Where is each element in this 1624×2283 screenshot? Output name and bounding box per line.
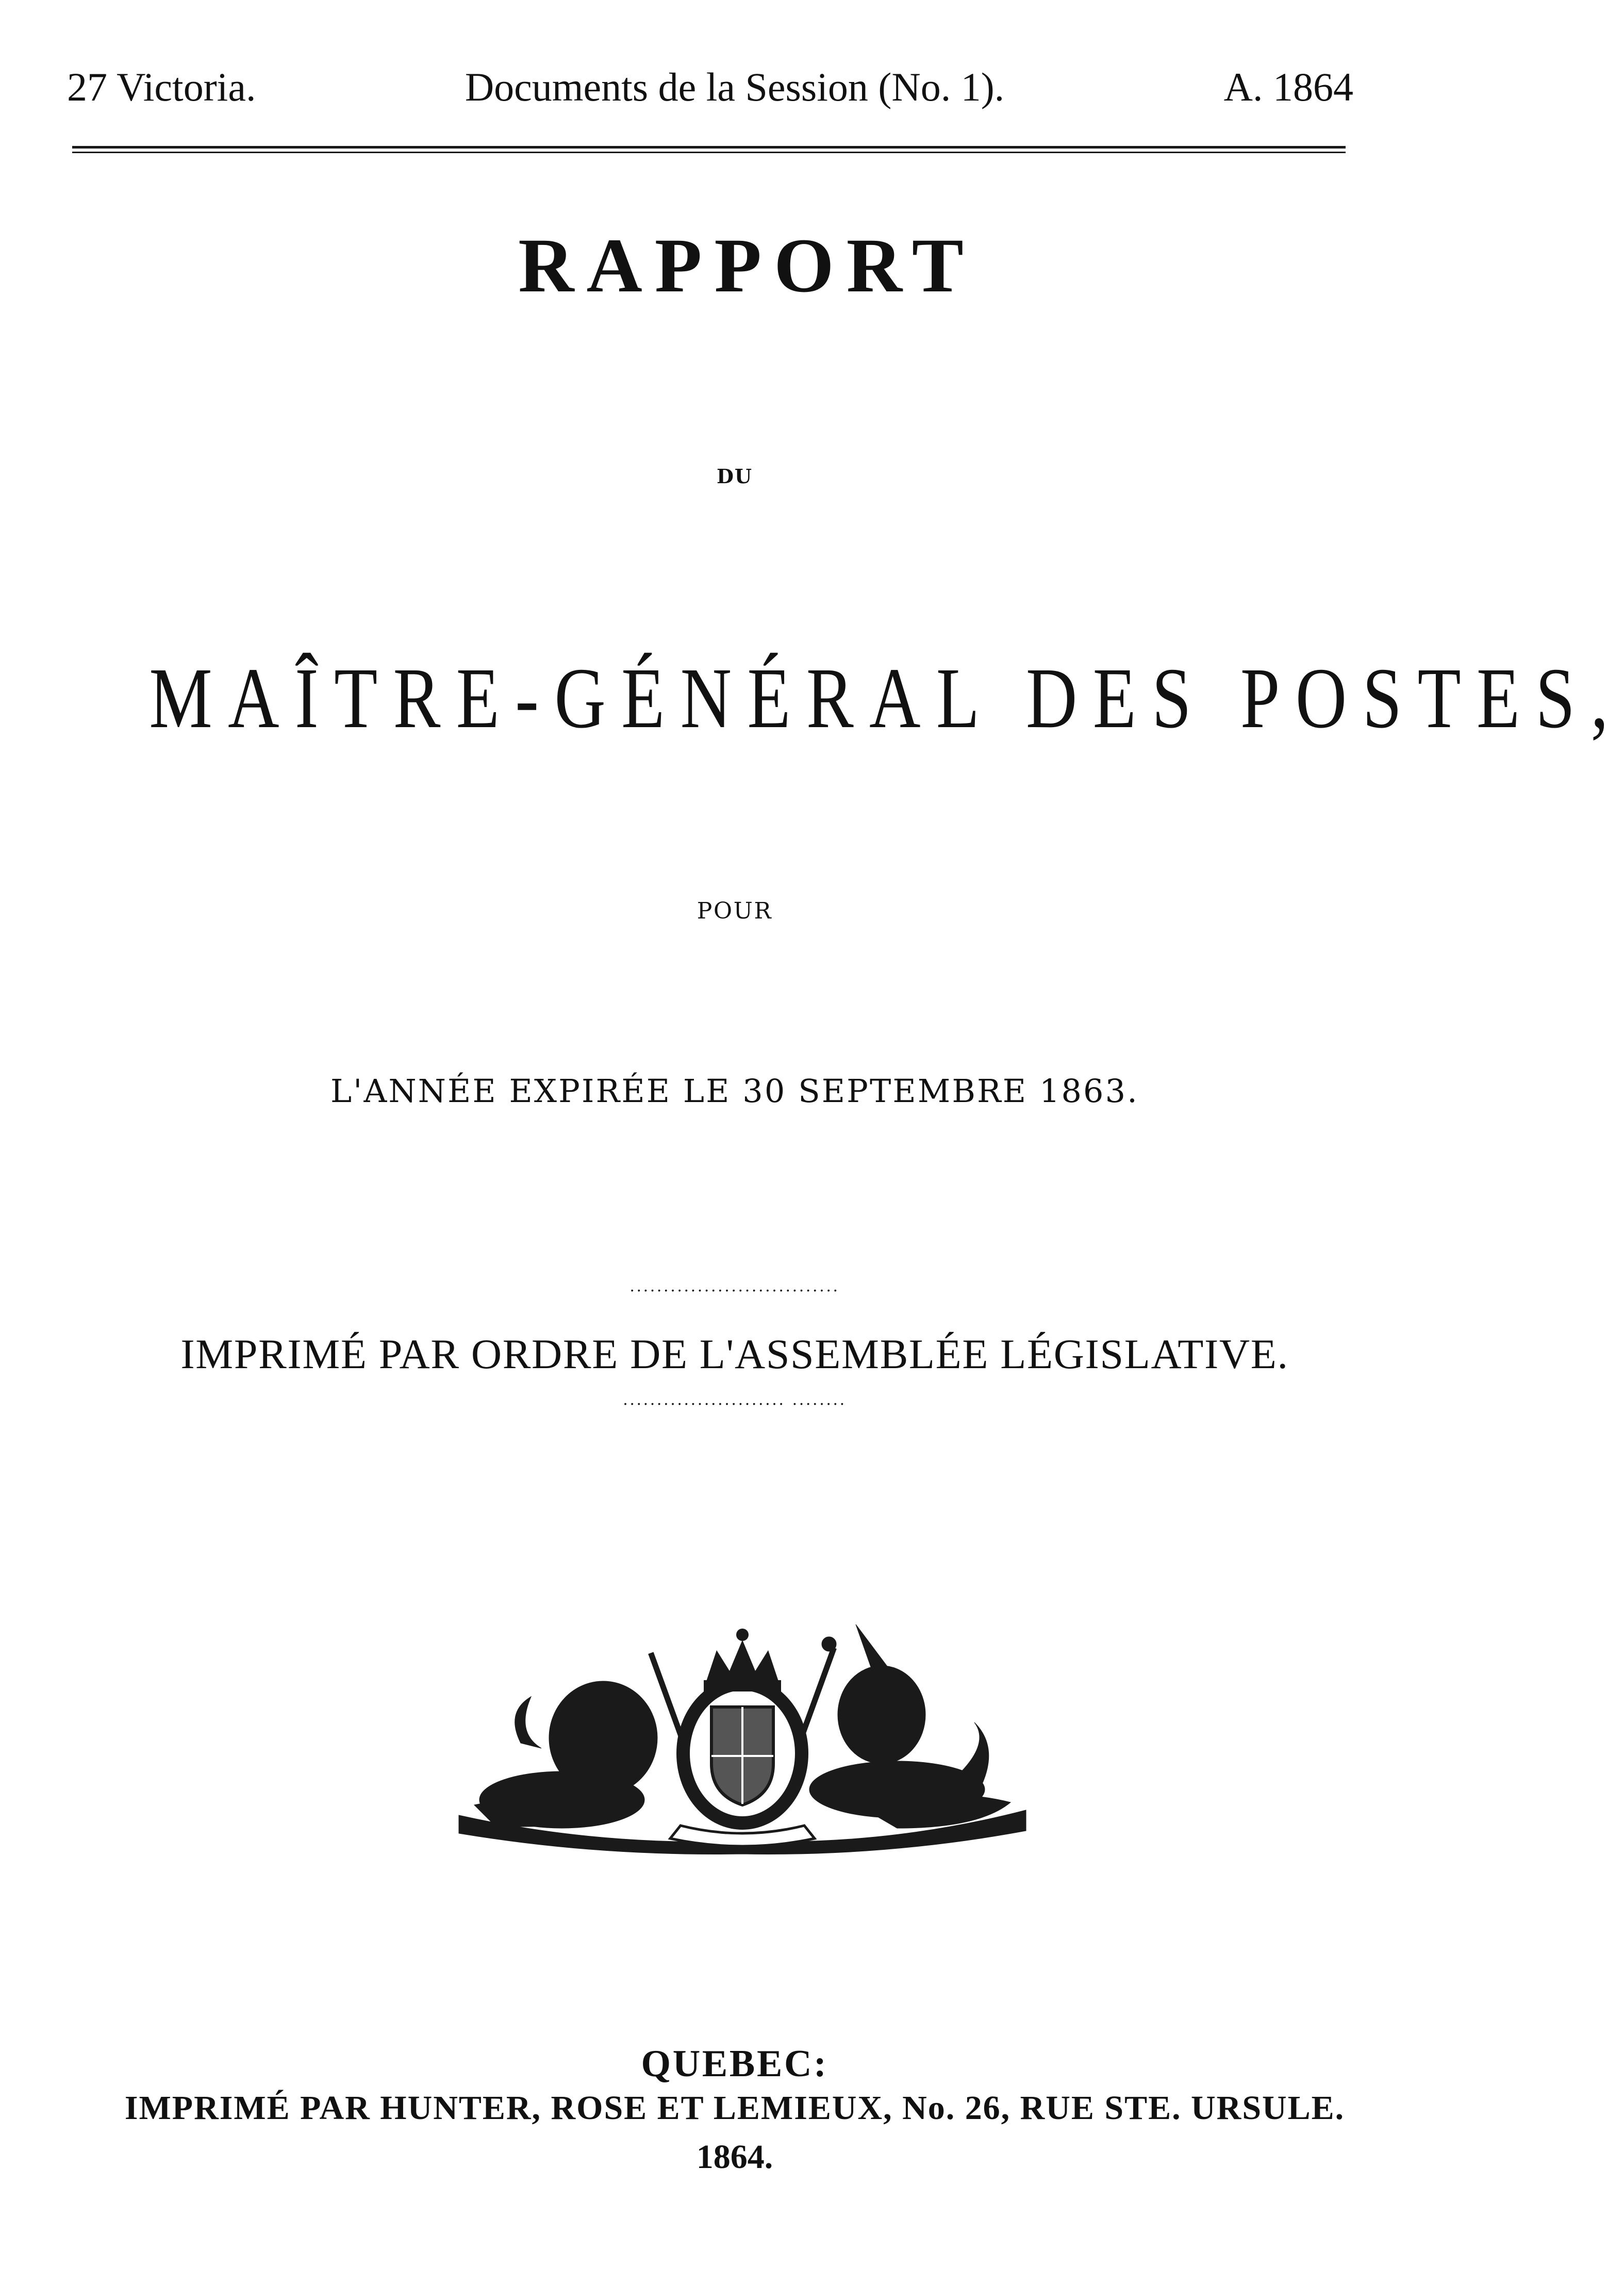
header-rule-top bbox=[72, 146, 1346, 149]
title-rapport: RAPPORT bbox=[518, 223, 976, 308]
dotted-divider-top: ............................... bbox=[629, 1277, 840, 1295]
title-du: DU bbox=[717, 465, 753, 488]
imprint-year: 1864. bbox=[696, 2138, 773, 2176]
dotted-divider-bottom: ........................ ........ bbox=[623, 1391, 847, 1409]
header-session-documents: Documents de la Session (No. 1). bbox=[465, 64, 1005, 109]
header-regnal-year: 27 Victoria. bbox=[67, 64, 256, 109]
title-period: L'ANNÉE EXPIRÉE LE 30 SEPTEMBRE 1863. bbox=[330, 1072, 1139, 1110]
imprint-city: QUEBEC: bbox=[641, 2043, 828, 2085]
royal-coat-of-arms-icon bbox=[443, 1619, 1041, 1857]
title-postmaster-general: MAÎTRE-GÉNÉRAL DES POSTES, bbox=[149, 650, 1624, 746]
imprint-printer: IMPRIMÉ PAR HUNTER, ROSE ET LEMIEUX, No. 26, RUE STE. URSULE. bbox=[124, 2089, 1345, 2127]
header-rule-bottom bbox=[72, 152, 1346, 153]
printing-order-text: IMPRIMÉ PAR ORDRE DE L'ASSEMBLÉE LÉGISLATIVE. bbox=[180, 1331, 1289, 1377]
title-pour: POUR bbox=[697, 898, 773, 924]
header-year: A. 1864 bbox=[1223, 64, 1353, 109]
